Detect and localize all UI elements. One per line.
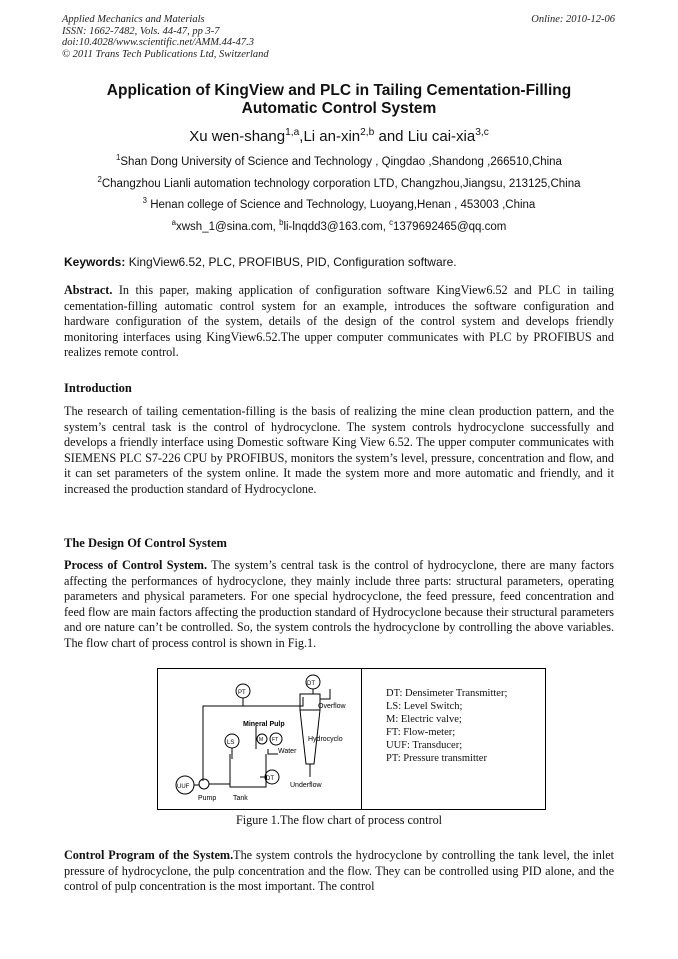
- legend-item: PT: Pressure transmitter: [386, 753, 487, 764]
- diagram-label-dt: DT: [307, 681, 315, 687]
- affiliation-sup: 3: [142, 196, 148, 206]
- email-list: [40, 218, 638, 233]
- author-name: Li an-xin: [303, 128, 361, 145]
- affiliation-text: Shan Dong University of Science and Technology , Qingdao ,Shandong ,266510,China: [120, 156, 562, 168]
- diagram-label-uuf: UUF: [177, 784, 190, 790]
- affiliation-2: [40, 175, 638, 190]
- affiliation-text: Changzhou Lianli automation technology corporation LTD, Changzhou,Jiangsu, 213125,China: [101, 178, 581, 190]
- affiliation-3: [40, 196, 638, 211]
- figure-divider: [361, 669, 362, 809]
- diagram-label-tank: Tank: [233, 795, 248, 802]
- journal-header: [62, 14, 269, 60]
- email-link[interactable]: 1379692465@qq.com: [393, 221, 507, 233]
- email-link[interactable]: li-lnqdd3@163.com,: [283, 221, 390, 233]
- title-line-2: Automatic Control System: [241, 100, 437, 117]
- diagram-label-ls: LS: [227, 740, 235, 746]
- journal-copyright: © 2011 Trans Tech Publications Ltd, Switzerland: [62, 48, 269, 60]
- title-line-1: Application of KingView and PLC in Tailing Cementation-Filling: [106, 82, 572, 99]
- email-sup: a: [171, 218, 176, 228]
- legend-item: LS: Level Switch;: [386, 701, 463, 712]
- diagram-label-dt-bottom: DT: [266, 776, 274, 782]
- paper-title: [64, 82, 614, 118]
- figure-legend: [386, 687, 507, 765]
- figure-1: [157, 668, 546, 810]
- affiliation-sup: 1: [116, 153, 121, 163]
- process-label: Process of Control System.: [64, 558, 208, 572]
- diagram-label-hydrocyclone: Hydrocyclo: [308, 736, 343, 743]
- author-sup: 2,b: [360, 127, 375, 138]
- introduction-heading: Introduction: [64, 381, 132, 395]
- figure-caption: Figure 1.The flow chart of process control: [235, 813, 443, 827]
- diagram-label-pump: Pump: [198, 795, 217, 802]
- keywords-label: Keywords:: [64, 255, 126, 269]
- diagram-label-pt: PT: [238, 690, 246, 696]
- journal-doi[interactable]: doi:10.4028/www.scientific.net/AMM.44-47.3: [62, 37, 254, 48]
- diagram-label-underflow: Underflow: [290, 782, 322, 789]
- email-sup: b: [279, 218, 284, 228]
- author-sup: 3,c: [475, 127, 489, 138]
- journal-issn: ISSN: 1662-7482, Vols. 44-47, pp 3-7: [62, 25, 220, 37]
- legend-item: FT: Flow-meter;: [386, 727, 456, 738]
- email-link[interactable]: xwsh_1@sina.com,: [176, 221, 280, 233]
- affiliation-1: [40, 153, 638, 168]
- control-program-paragraph: [64, 848, 614, 895]
- legend-item: DT: Densimeter Transmitter;: [386, 688, 508, 699]
- control-program-text: The system controls the hydrocyclone by controlling the tank level, the inlet pressure of hydrocyclone, the pulp concentration and the flow. They can be controlled using PID alone, and the control of pulp concentration is the most important. The control: [64, 848, 615, 893]
- author-sup: 1,a: [285, 127, 300, 138]
- process-text: The system’s central task is the control of hydrocyclone, there are many factors affecting the performances of hydrocyclone, they mainly include three parts: structural parameters, operating parameters and physical parameters. For one special hydrocyclone, the feed pressure, feed concentration and feed flow are main factors affecting the production standard of Hydrocyclone because their structural parameters and ore nature can’t be controlled. So, the system controls the hydrocyclone by controlling the above variables. The flow chart of process control is shown in Fig.1.: [64, 558, 615, 650]
- process-flow-diagram: [158, 669, 361, 809]
- diagram-label-water: Water: [278, 748, 297, 755]
- diagram-label-mineral-pulp: Mineral Pulp: [243, 721, 285, 728]
- introduction-text: The research of tailing cementation-filling is the basis of realizing the mine clean production pattern, and the system’s central task is the control of hydrocyclone. The system controls hydrocyclone successfully and develops a friendly interface using Domestic software King View 6.52. The upper computer communicates with SIEMENS PLC S7-226 CPU by PROFIBUS, monitors the system’s level, pressure, concentration and flow, and it can set parameters of the system online. It made the system more and more automatic and friendly, and it increased the production standard of Hydrocyclone.: [64, 404, 614, 496]
- process-paragraph: [64, 558, 614, 651]
- author-list: [64, 128, 614, 145]
- diagram-label-m: M: [259, 737, 264, 743]
- author-name: Xu wen-shang: [189, 128, 286, 145]
- diagram-label-ft: FT: [272, 737, 279, 743]
- affiliation-sup: 2: [97, 175, 102, 185]
- abstract-label: Abstract.: [64, 283, 113, 297]
- journal-name: Applied Mechanics and Materials: [62, 14, 205, 25]
- diagram-label-overflow: Overflow: [318, 703, 346, 710]
- keywords-text: KingView6.52, PLC, PROFIBUS, PID, Configuration software.: [125, 255, 457, 269]
- affiliation-text: Henan college of Science and Technology, Luoyang,Henan , 453003 ,China: [147, 199, 536, 211]
- control-program-label: Control Program of the System.: [64, 848, 234, 862]
- online-date: Online: 2010-12-06: [531, 14, 615, 25]
- email-sup: c: [389, 218, 393, 228]
- design-heading: The Design Of Control System: [64, 536, 227, 550]
- pump-icon: [199, 779, 209, 789]
- author-name: Liu cai-xia: [407, 128, 476, 145]
- legend-item: M: Electric valve;: [386, 714, 462, 725]
- author-sep: and: [374, 128, 408, 145]
- abstract: [64, 283, 614, 361]
- legend-item: UUF: Transducer;: [386, 740, 463, 751]
- tank-icon: [230, 754, 266, 787]
- author-sep: ,: [299, 128, 304, 145]
- abstract-text: In this paper, making application of configuration software KingView6.52 and PLC in tailing cementation-filling automatic control system for an example, introduces the software configuration and hardware configuration of the system, details of the design of the control system and develops friendly monitoring interfaces using KingView6.52.The upper computer communicates with PLC by PROFIBUS and realizes remote control.: [64, 283, 614, 359]
- keywords: [64, 255, 457, 269]
